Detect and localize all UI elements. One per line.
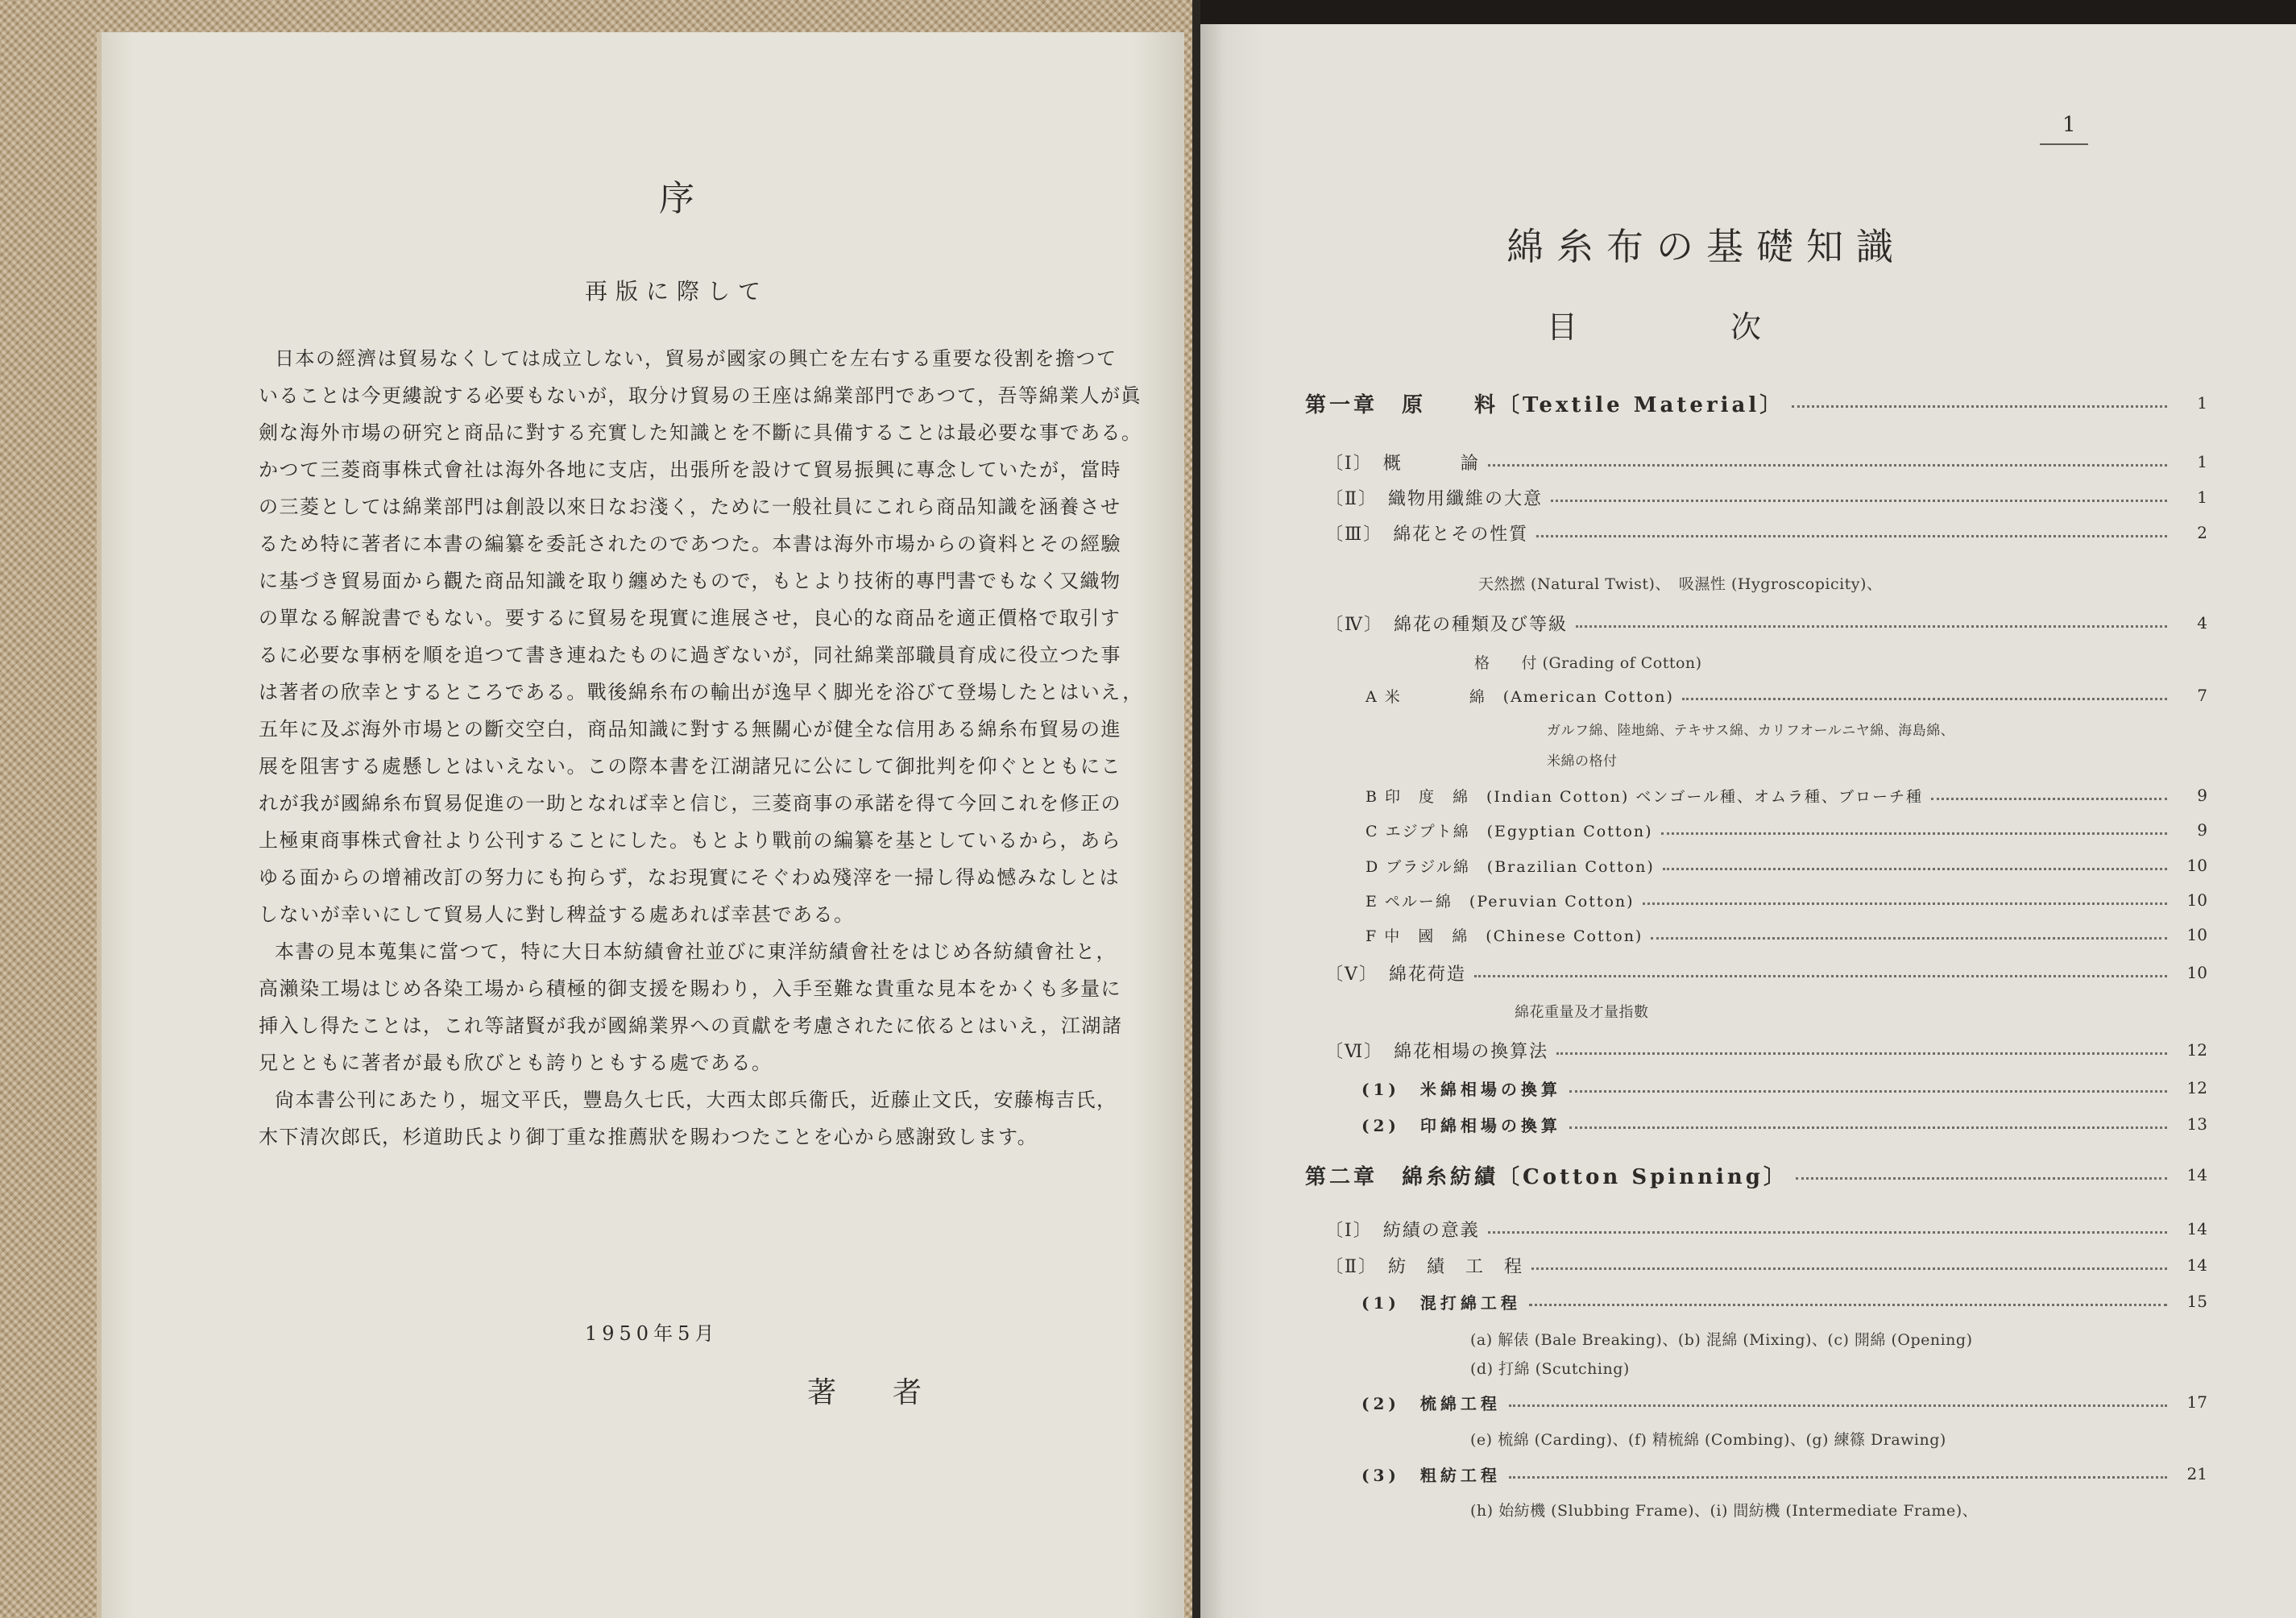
preface-line: るに必要な事柄を順を追つて書き連ねたものに過ぎないが，同社綿業部職員育成に役立つた事	[259, 644, 1121, 666]
page-number-rule	[2040, 143, 2088, 145]
toc-label: E ペルー綿 (Peruvian Cotton)	[1366, 892, 1635, 911]
preface-line: 劍な海外市場の研究と商品に對する充實した知識とを不斷に具備することは最必要な事である。	[259, 421, 1142, 444]
toc-page-number: 14	[2186, 1165, 2207, 1184]
preface-author: 著者	[807, 1376, 979, 1409]
toc-page-number: 10	[2186, 925, 2207, 944]
leader-dots	[1792, 405, 2167, 408]
leader-dots	[1931, 798, 2167, 800]
toc-label: (1) 混打綿工程	[1361, 1292, 1521, 1313]
preface-line: 兄とともに著者が最も欣びとも誇りともする處である。	[259, 1052, 773, 1074]
toc-subsection[interactable]	[1366, 853, 2207, 877]
toc-subsection[interactable]	[1366, 683, 2207, 707]
preface-line: 本書の見本蒐集に當つて，特に大日本紡績會社並びに東洋紡績會社をはじめ各紡績會社と，	[275, 940, 1117, 963]
toc-page-number: 14	[2186, 1255, 2207, 1275]
preface-line: の單なる解說書でもない。要するに貿易を現實に進展させ，良心的な商品を適正價格で取引す	[259, 607, 1121, 629]
toc-chapter-2[interactable]	[1305, 1163, 2207, 1187]
toc-page-number: 2	[2197, 523, 2207, 542]
toc-page-number: 9	[2197, 786, 2207, 805]
toc-chapter-1[interactable]	[1305, 391, 2207, 415]
toc-page-number: 9	[2197, 820, 2207, 840]
leader-dots	[1556, 1052, 2167, 1055]
toc-detail: (e) 梳綿 (Carding)、(f) 精梳綿 (Combing)、(g) 練篠 Drawing)	[1470, 1431, 1946, 1449]
leader-dots	[1643, 902, 2167, 905]
toc-label: (1) 米綿相場の換算	[1361, 1079, 1561, 1099]
preface-line: れが我が國綿糸布貿易促進の一助となれば幸と信じ，三菱商事の承諾を得て今回これを修正の	[259, 792, 1121, 815]
preface-line: いることは今更縷說する必要もないが，取分け貿易の王座は綿業部門であつて，吾等綿業人が眞	[259, 384, 1142, 407]
toc-label: 〔Ⅱ〕 織物用纖維の大意	[1325, 488, 1543, 509]
preface-line: は著者の欣幸とするところである。戰後綿糸布の輸出が逸早く脚光を浴びて登場したとはいえ，	[259, 681, 1143, 703]
toc-label: D ブラジル綿 (Brazilian Cotton)	[1366, 857, 1655, 876]
toc-label: C エジプト綿 (Egyptian Cotton)	[1366, 822, 1653, 840]
toc-detail: (d) 打綿 (Scutching)	[1470, 1360, 1630, 1378]
toc-subsection[interactable]	[1361, 1076, 2207, 1100]
preface-line: に基づき貿易面から觀た商品知識を取り纏めたもので，もとより技術的專門書でもなく又織物	[259, 570, 1121, 592]
toc-section[interactable]	[1325, 1038, 2207, 1062]
preface-line: しないが幸いにして貿易人に對し稗益する處あれば幸甚である。	[259, 903, 855, 926]
toc-section[interactable]	[1325, 1217, 2207, 1241]
preface-subtitle: 再版に際して	[585, 278, 769, 305]
preface-line: かつて三菱商事株式會社は海外各地に支店，出張所を設けて貿易振興に專念していたが，當時	[259, 458, 1121, 481]
toc-section[interactable]	[1325, 485, 2207, 509]
preface-line: 木下清次郎氏，杉道助氏より御丁重な推薦狀を賜わつたことを心から感謝致します。	[259, 1126, 1038, 1148]
toc-subsection[interactable]	[1361, 1112, 2207, 1136]
toc-label: 第一章 原 料〔Textile Material〕	[1305, 392, 1784, 417]
leader-dots	[1796, 1177, 2167, 1180]
toc-detail: ガルフ綿、陸地綿、テキサス綿、カリフオールニヤ綿、海島綿、	[1547, 723, 1955, 739]
toc-label: B 印 度 綿 (Indian Cotton) ベンゴール種、オムラ種、ブローチ種	[1366, 787, 1923, 806]
toc-subsection[interactable]	[1366, 783, 2207, 807]
toc-detail: (h) 始紡機 (Slubbing Frame)、(i) 間紡機 (Intermediate Frame)、	[1470, 1502, 1979, 1520]
toc-label: 〔Ⅲ〕 綿花とその性質	[1325, 524, 1529, 545]
toc-page-number: 10	[2186, 890, 2207, 910]
preface-line: 上極東商事株式會社より公刊することにした。もとより戰前の編纂を基としているから，あら	[259, 829, 1121, 852]
toc-subsection[interactable]	[1366, 888, 2207, 912]
preface-line: 尙本書公刊にあたり，堀文平氏，豐島久七氏，大西太郎兵衞氏，近藤止文氏，安藤梅吉氏，	[275, 1089, 1117, 1111]
toc-detail: 天然撚 (Natural Twist)、 吸濕性 (Hygroscopicity)、	[1478, 575, 1883, 593]
leader-dots	[1509, 1476, 2167, 1479]
toc-page-number: 17	[2186, 1392, 2207, 1412]
toc-detail: 米綿の格付	[1547, 753, 1618, 770]
toc-page-number: 15	[2186, 1292, 2207, 1311]
toc-page-number: 21	[2186, 1464, 2207, 1483]
toc-page-number: 10	[2186, 963, 2207, 982]
toc-subsection[interactable]	[1366, 923, 2207, 947]
preface-line: 日本の經濟は貿易なくしては成立しない，貿易が國家の興亡を左右する重要な役割を擔つて	[275, 347, 1117, 370]
toc-label: 〔Ⅳ〕 綿花の種類及び等級	[1325, 614, 1568, 635]
toc-subsection[interactable]	[1361, 1390, 2207, 1414]
toc-page-number: 13	[2186, 1114, 2207, 1134]
toc-page-number: 12	[2186, 1078, 2207, 1097]
preface-page	[97, 32, 1184, 1618]
toc-page-number: 10	[2186, 856, 2207, 875]
toc-section[interactable]	[1325, 960, 2207, 985]
toc-page-number: 1	[2197, 487, 2207, 507]
leader-dots	[1536, 535, 2167, 537]
toc-label: 第二章 綿糸紡績〔Cotton Spinning〕	[1305, 1164, 1788, 1189]
toc-label: (3) 粗紡工程	[1361, 1465, 1501, 1485]
preface-line: 五年に及ぶ海外市場との斷交空白，商品知識に對する無關心が健全な信用ある綿糸布貿易の進	[259, 718, 1121, 741]
toc-section[interactable]	[1325, 1253, 2207, 1277]
toc-page-number: 7	[2197, 686, 2207, 705]
toc-label: 〔Ⅰ〕 紡績の意義	[1325, 1220, 1480, 1241]
leader-dots	[1474, 975, 2167, 977]
page-number: 1	[2062, 113, 2076, 137]
toc-label: 〔Ⅵ〕 綿花相場の換算法	[1325, 1041, 1549, 1062]
toc-label: (2) 梳綿工程	[1361, 1393, 1501, 1413]
toc-heading: 目次	[1547, 309, 1915, 345]
toc-label: 〔Ⅰ〕 概 論	[1325, 453, 1480, 474]
preface-date: 1950年5月	[585, 1322, 719, 1345]
toc-detail: (a) 解俵 (Bale Breaking)、(b) 混綿 (Mixing)、(c) 開綿 (Opening)	[1470, 1331, 1973, 1349]
leader-dots	[1488, 1231, 2167, 1234]
toc-page	[1200, 24, 2296, 1618]
preface-line: ゆる面からの增補改訂の努力にも拘らず，なお現實にそぐわぬ殘滓を一掃し得ぬ憾みなしとは	[259, 866, 1121, 889]
toc-page-number: 1	[2197, 452, 2207, 471]
toc-subsection[interactable]	[1366, 818, 2207, 842]
toc-page-number: 12	[2186, 1040, 2207, 1060]
leader-dots	[1663, 868, 2167, 870]
toc-label: 〔Ⅱ〕 紡 績 工 程	[1325, 1256, 1523, 1277]
leader-dots	[1488, 464, 2167, 467]
toc-label: (2) 印綿相場の換算	[1361, 1115, 1561, 1135]
toc-label: 〔Ⅴ〕 綿花荷造	[1325, 964, 1466, 985]
leader-dots	[1529, 1304, 2167, 1306]
toc-section[interactable]	[1325, 450, 2207, 474]
leader-dots	[1531, 1267, 2167, 1270]
toc-section[interactable]	[1325, 611, 2207, 635]
leader-dots	[1569, 1090, 2167, 1093]
preface-line: 展を阻害する處懸しとはいえない。この際本書を江湖諸兄に公にして御批判を仰ぐとともにこ	[259, 755, 1121, 778]
toc-subsection[interactable]	[1361, 1462, 2207, 1486]
leader-dots	[1682, 698, 2167, 700]
leader-dots	[1576, 625, 2167, 628]
toc-detail: 綿花重量及才量指數	[1515, 1004, 1649, 1021]
toc-subsection[interactable]	[1361, 1289, 2207, 1313]
toc-page-number: 1	[2197, 393, 2207, 413]
leader-dots	[1651, 937, 2167, 940]
toc-page-number: 4	[2197, 613, 2207, 633]
toc-label: F 中 國 綿 (Chinese Cotton)	[1366, 927, 1643, 945]
preface-line: るため特に著者に本書の編纂を委託されたのであつた。本書は海外市場からの資料とその經驗	[259, 533, 1121, 555]
toc-section[interactable]	[1325, 521, 2207, 545]
preface-line: 高瀨染工場はじめ各染工場から積極的御支援を賜わり，入手至難な貴重な見本をかくも多量に	[259, 977, 1121, 1000]
preface-title: 序	[659, 178, 698, 219]
toc-detail: 格 付 (Grading of Cotton)	[1474, 654, 1702, 672]
book-title: 綿糸布の基礎知識	[1506, 225, 1906, 268]
toc-page-number: 14	[2186, 1219, 2207, 1238]
leader-dots	[1661, 832, 2167, 835]
preface-line: 挿入し得たことは，これ等諸賢が我が國綿業界への貢獻を考慮されたに依るとはいえ，江湖諸	[259, 1014, 1123, 1037]
leader-dots	[1509, 1404, 2167, 1407]
leader-dots	[1569, 1126, 2167, 1129]
leader-dots	[1551, 500, 2167, 502]
preface-line: の三菱としては綿業部門は創設以來日なお淺く，ために一般社員にこれら商品知識を涵養させ	[259, 496, 1121, 518]
toc-label: A 米 綿 (American Cotton)	[1366, 687, 1674, 706]
